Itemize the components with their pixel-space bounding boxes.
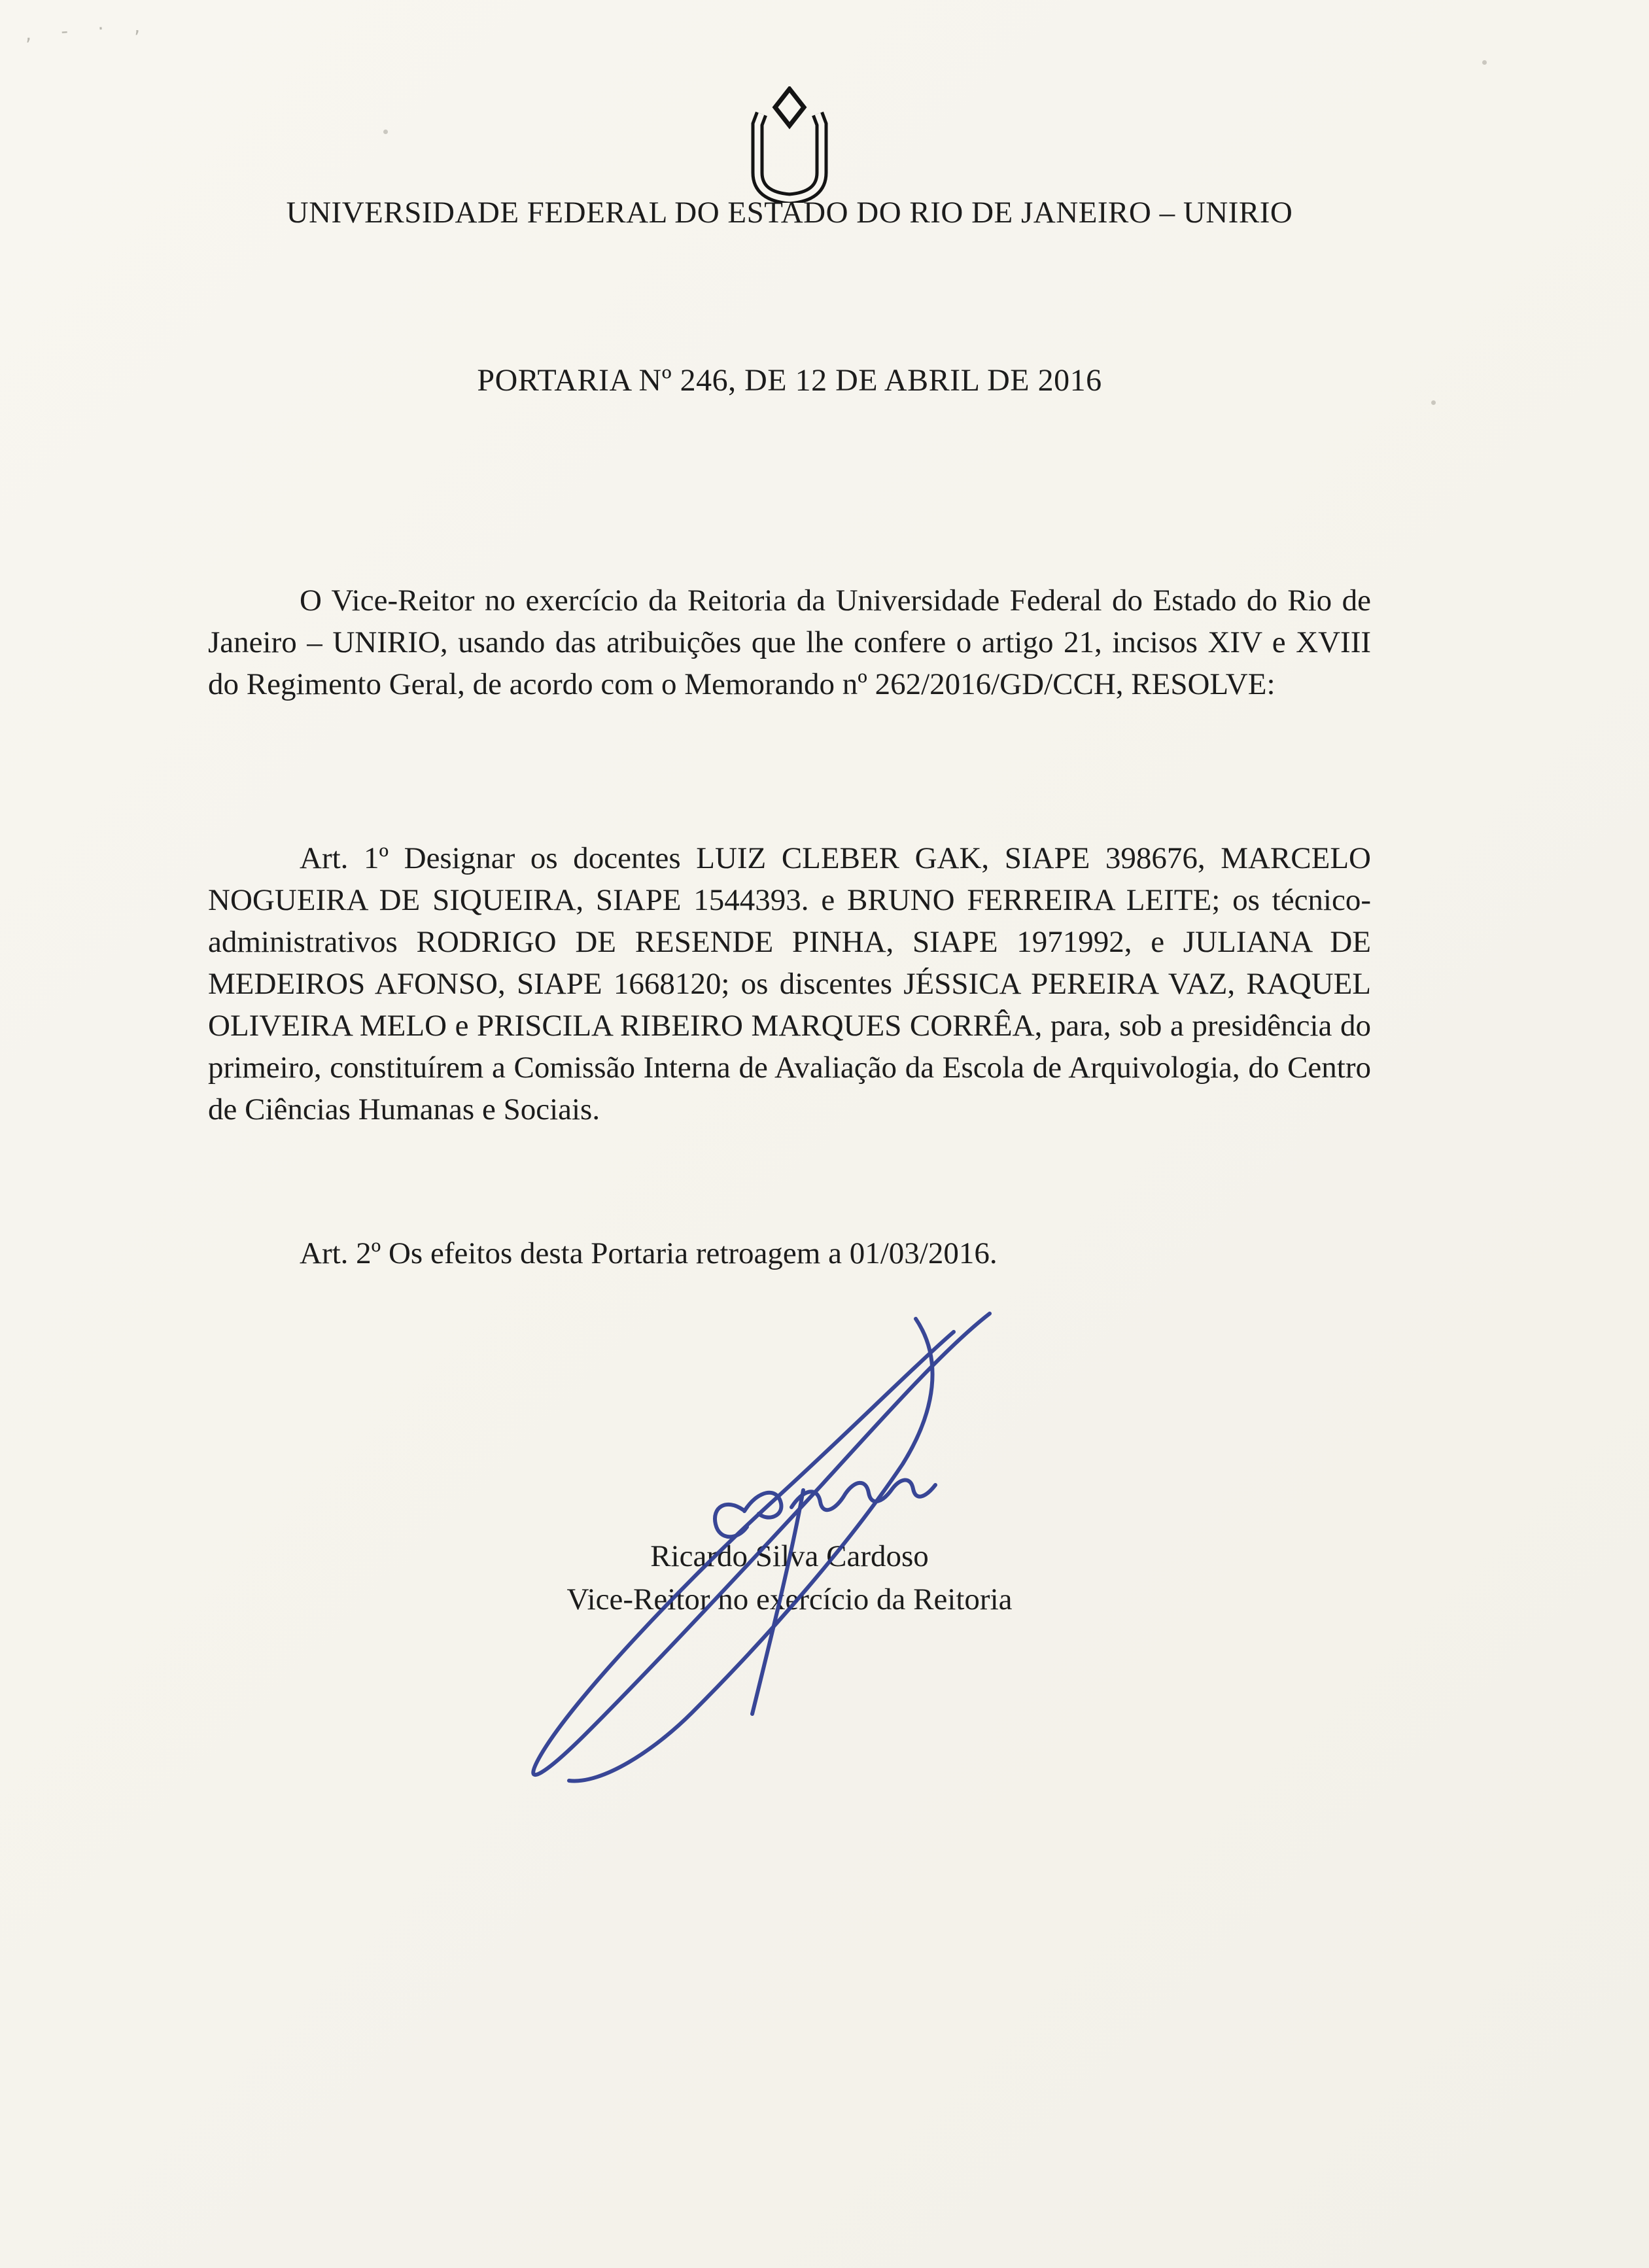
- paragraph-preamble: [208, 580, 1371, 705]
- paragraph-art-2: [208, 1232, 1371, 1274]
- signer-name: Ricardo Silva Cardoso: [650, 1539, 929, 1573]
- institution-name: UNIVERSIDADE FEDERAL DO ESTADO DO RIO DE JANEIRO – UNIRIO: [286, 196, 1293, 230]
- page-title: PORTARIA Nº 246, DE 12 DE ABRIL DE 2016: [477, 363, 1102, 398]
- unirio-emblem-icon: [742, 86, 837, 203]
- signature-block: [208, 1535, 1371, 1621]
- scan-artifact: [1482, 60, 1487, 65]
- paragraph-art-1: [208, 837, 1371, 1130]
- signer-role: Vice-Reitor no exercício da Reitoria: [566, 1582, 1013, 1616]
- unirio-logo: [742, 86, 837, 203]
- body-paragraph: Art. 1º Designar os docentes LUIZ CLEBER GAK, SIAPE 398676, MARCELO NOGUEIRA DE SIQUEIRA, SIAPE 1544393. e BRUNO FERREIRA LEITE; os técnico-administrativos RODRIGO DE RESENDE PINHA, SIAPE 1971992, e JULIANA DE MEDEIROS AFONSO, SIAPE 1668120; os discentes JÉSSICA PEREIRA VAZ, RAQUEL OLIVEIRA MELO e PRISCILA RIBEIRO MARQUES CORRÊA, para, sob a presidência do primeiro, constituírem a Comissão Interna de Avaliação da Escola de Arquivologia, do Centro de Ciências Humanas e Sociais.: [208, 841, 1371, 1126]
- scan-artifact: [1431, 400, 1436, 405]
- scan-artifact: [383, 130, 388, 134]
- scan-artifact: , - · ,: [24, 14, 153, 46]
- body-paragraph: O Vice-Reitor no exercício da Reitoria da Universidade Federal do Estado do Rio de Janeiro – UNIRIO, usando das atribuições que lhe confere o artigo 21, incisos XIV e XVIII do Regimento Geral, de acordo com o Memorando nº 262/2016/GD/CCH, RESOLVE:: [208, 584, 1371, 701]
- body-paragraph: Art. 2º Os efeitos desta Portaria retroagem a 01/03/2016.: [300, 1236, 998, 1270]
